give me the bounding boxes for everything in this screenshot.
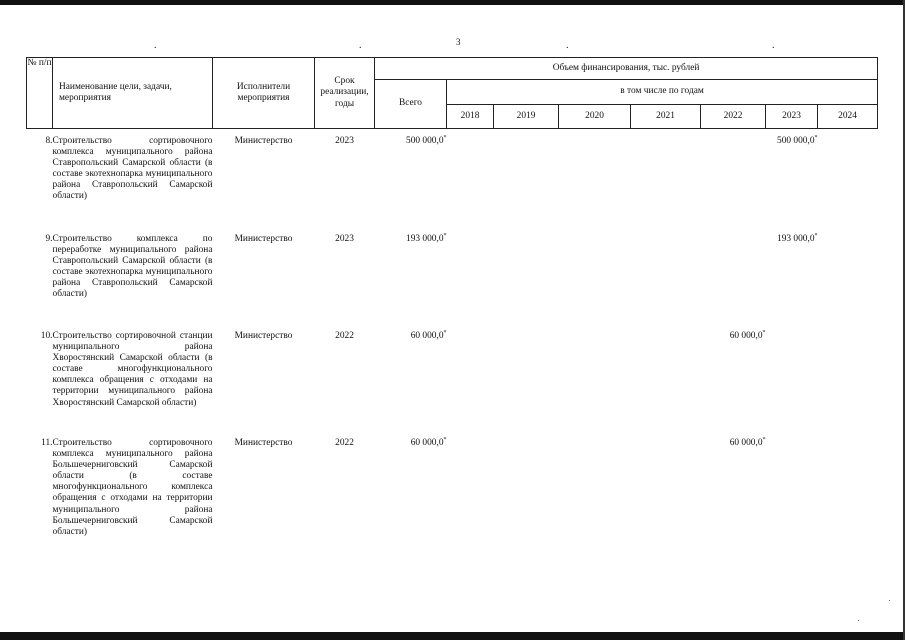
row-term: 2023 — [335, 136, 354, 146]
row-y2018 — [447, 227, 494, 324]
scan-speck: . — [566, 40, 569, 51]
row-y2019 — [494, 129, 559, 228]
table-row — [27, 431, 878, 558]
row-total: 500 000,0* — [406, 134, 447, 146]
row-y2021 — [631, 324, 701, 431]
row-num: 8. — [45, 136, 53, 146]
header-year: 2020 — [559, 105, 631, 129]
row-y2021 — [631, 227, 701, 324]
row-y2021 — [631, 431, 701, 558]
header-term: Срок реализации, годы — [315, 58, 375, 129]
row-y2020 — [559, 129, 631, 228]
row-y2018 — [447, 324, 494, 431]
scan-speck — [858, 620, 859, 621]
row-y2020 — [559, 431, 631, 558]
row-name: Строительство комплекса по переработке муниципального района Ставропольский Самарской области (в составе экотехнопарка муниципального района Ставропольский Самарской области) — [52, 234, 213, 300]
table-row — [27, 129, 878, 228]
row-total: 193 000,0* — [406, 232, 447, 244]
table-row — [27, 324, 878, 431]
row-y2022: 60 000,0* — [729, 436, 766, 448]
row-name: Строительство сортировочного комплекса муниципального района Большечерниговский Самарской области (в составе многофункционального комплекса обращения с отходами на территории муниципального района Большечерниговский Самарской области) — [52, 438, 213, 537]
header-year: 2021 — [631, 105, 701, 129]
header-funding: Объем финансирования, тыс. рублей — [375, 58, 878, 80]
scan-speck: . — [359, 40, 362, 51]
scan-speck: . — [772, 40, 775, 51]
scan-top-edge — [0, 0, 905, 5]
row-term: 2023 — [335, 234, 354, 244]
row-y2024 — [818, 431, 878, 558]
row-y2018 — [447, 431, 494, 558]
scan-bottom-edge — [0, 632, 905, 640]
row-executor: Министерство — [234, 136, 293, 146]
row-term: 2022 — [335, 438, 354, 448]
row-y2024 — [818, 227, 878, 324]
row-name: Строительство сортировочного комплекса муниципального района Ставропольский Самарской области (в составе экотехнопарка муниципального района Ставропольский Самарской области) — [52, 136, 213, 202]
funding-table — [26, 57, 878, 558]
table-body — [27, 129, 878, 559]
row-executor: Министерство — [234, 331, 293, 341]
row-y2024 — [818, 324, 878, 431]
header-year: 2024 — [818, 105, 878, 129]
row-term: 2022 — [335, 331, 354, 341]
header-by-years: в том числе по годам — [447, 80, 878, 105]
header-year: 2019 — [494, 105, 559, 129]
row-num: 11. — [41, 438, 53, 448]
row-y2020 — [559, 324, 631, 431]
row-y2024 — [818, 129, 878, 228]
row-y2019 — [494, 431, 559, 558]
header-executor: Исполнители мероприятия — [213, 58, 315, 129]
table-row — [27, 227, 878, 324]
row-num: 10. — [40, 331, 53, 341]
row-executor: Министерство — [234, 438, 293, 448]
row-y2023 — [766, 324, 818, 431]
row-y2019 — [494, 227, 559, 324]
page-number: 3 — [456, 37, 461, 47]
row-total: 60 000,0* — [410, 329, 447, 341]
row-y2023: 500 000,0* — [777, 134, 818, 146]
row-executor: Министерство — [234, 234, 293, 244]
scan-speck — [889, 600, 890, 601]
table-header — [27, 58, 878, 129]
row-name: Строительство сортировочной станции муниципального района Хворостянский Самарской области (в составе многофункционального комплекса обращения с отходами на территории муниципального района Хворостянский Самарской области) — [52, 331, 213, 408]
header-total: Всего — [375, 80, 447, 129]
row-y2022 — [701, 227, 766, 324]
row-y2023: 193 000,0* — [777, 232, 818, 244]
row-y2022: 60 000,0* — [729, 329, 766, 341]
header-year: 2023 — [766, 105, 818, 129]
row-y2019 — [494, 324, 559, 431]
header-year: 2018 — [447, 105, 494, 129]
row-y2020 — [559, 227, 631, 324]
scan-speck: . — [154, 40, 157, 51]
row-y2023 — [766, 431, 818, 558]
header-year: 2022 — [701, 105, 766, 129]
header-name: Наименование цели, задачи, мероприятия — [53, 58, 213, 129]
row-y2021 — [631, 129, 701, 228]
row-y2022 — [701, 129, 766, 228]
header-num: № п/п — [27, 58, 53, 129]
row-y2018 — [447, 129, 494, 228]
row-num: 9. — [45, 234, 53, 244]
row-total: 60 000,0* — [410, 436, 447, 448]
